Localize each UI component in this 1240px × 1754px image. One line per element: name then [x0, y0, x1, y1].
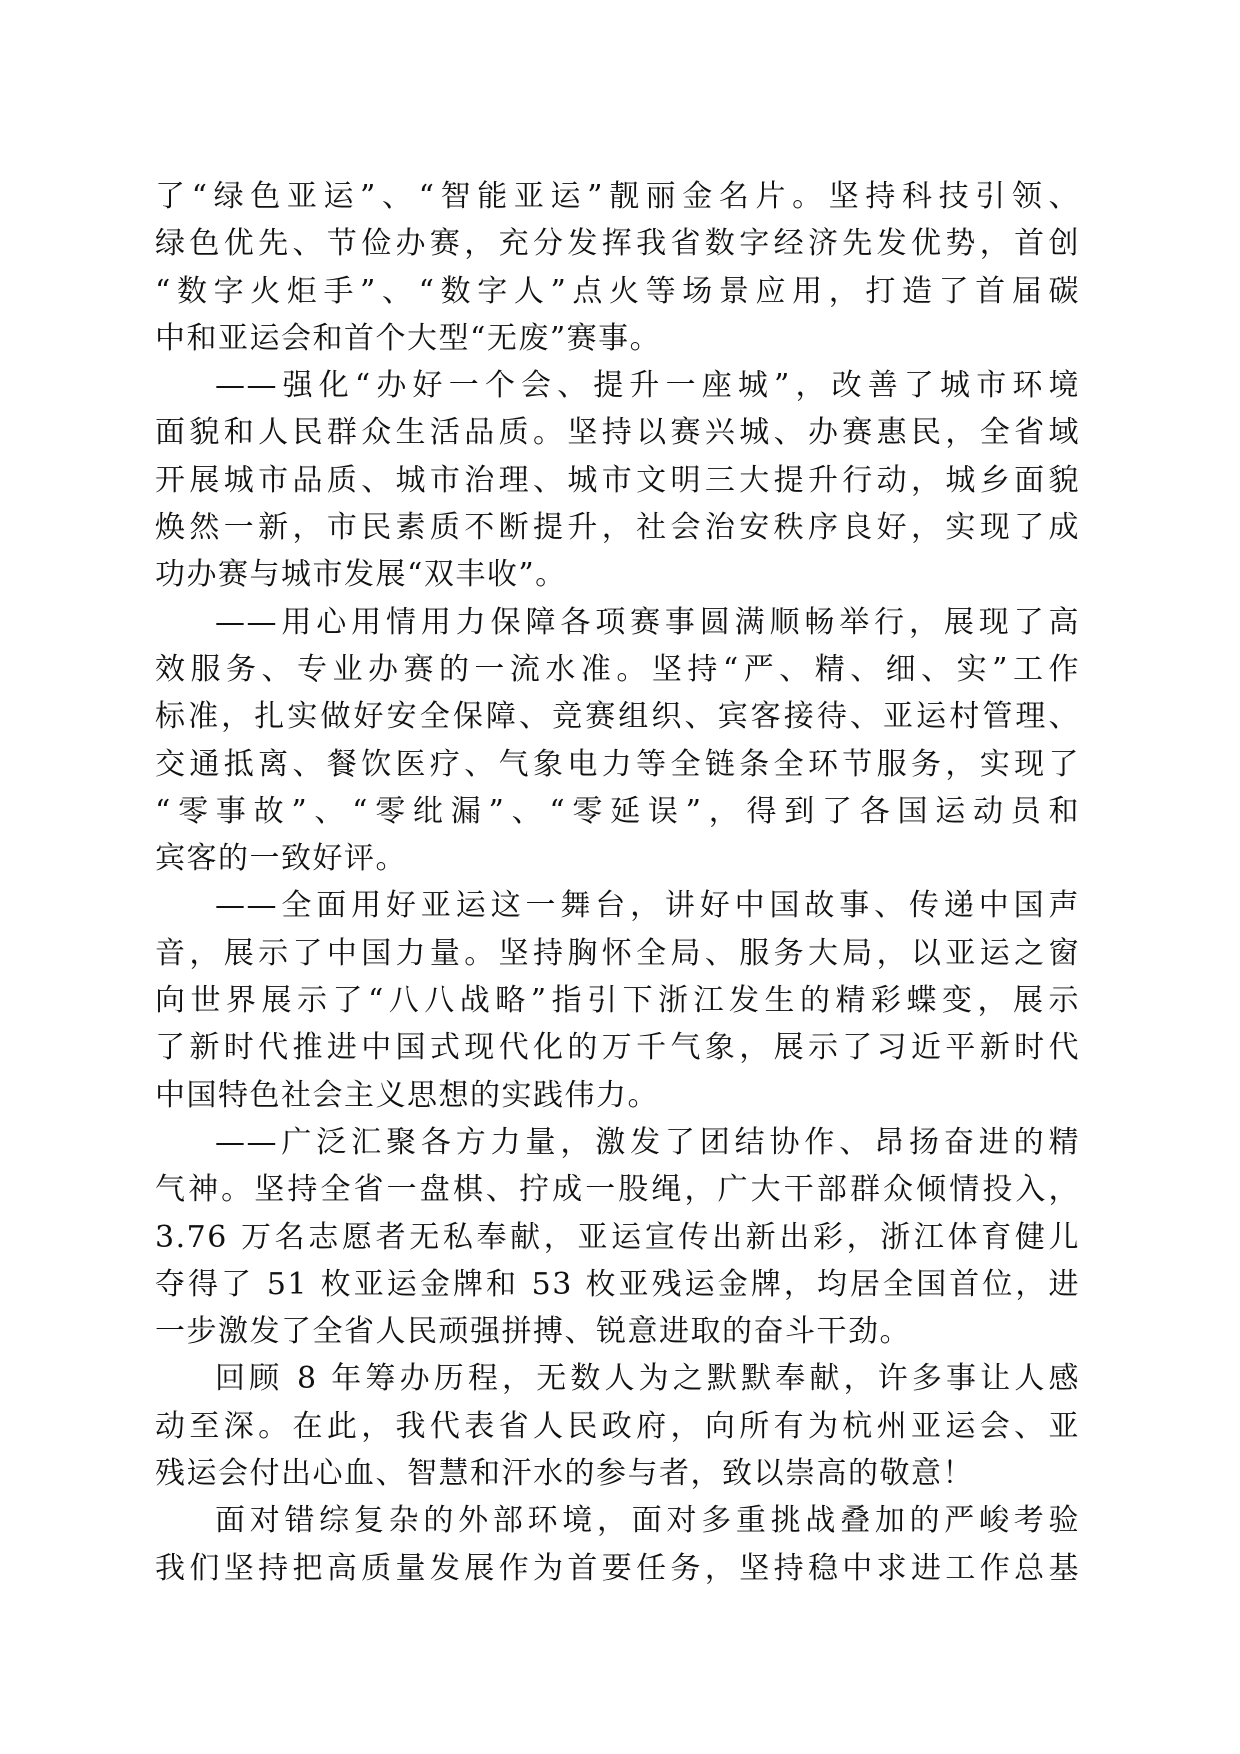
- text-line: ——用心用情用力保障各项赛事圆满顺畅举行，展现了高: [215, 604, 1080, 640]
- text-line: 残运会付出心血、智慧和汗水的参与者，致以崇高的敬意！: [155, 1456, 974, 1492]
- text-line: 效服务、专业办赛的一流水准。坚持“严、精、细、实”工作: [155, 651, 1080, 687]
- text-line: 绿色优先、节俭办赛，充分发挥我省数字经济先发优势，首创: [155, 226, 1080, 262]
- text-line: 标准，扎实做好安全保障、竞赛组织、宾客接待、亚运村管理、: [155, 699, 1080, 735]
- text-line: 面貌和人民群众生活品质。坚持以赛兴城、办赛惠民，全省域: [155, 415, 1080, 451]
- text-line: ——广泛汇聚各方力量，激发了团结协作、昂扬奋进的精: [215, 1124, 1080, 1160]
- text-line: 交通抵离、餐饮医疗、气象电力等全链条全环节服务，实现了: [155, 746, 1080, 782]
- text-line: 3.76 万名志愿者无私奉献，亚运宣传出新出彩，浙江体育健儿: [155, 1219, 1080, 1255]
- text-line: ——全面用好亚运这一舞台，讲好中国故事、传递中国声: [215, 888, 1080, 924]
- text-line: 我们坚持把高质量发展作为首要任务，坚持稳中求进工作总基: [155, 1550, 1080, 1586]
- text-line: 动至深。在此，我代表省人民政府，向所有为杭州亚运会、亚: [155, 1408, 1080, 1444]
- text-line: 音，展示了中国力量。坚持胸怀全局、服务大局，以亚运之窗: [155, 935, 1080, 971]
- text-line: 了新时代推进中国式现代化的万千气象，展示了习近平新时代: [155, 1030, 1080, 1066]
- text-line: 开展城市品质、城市治理、城市文明三大提升行动，城乡面貌: [155, 462, 1080, 498]
- text-line: 焕然一新，市民素质不断提升，社会治安秩序良好，实现了成: [155, 510, 1080, 546]
- text-line: 宾客的一致好评。: [155, 841, 407, 877]
- text-line: “零事故”、“零纰漏”、“零延误”，得到了各国运动员和: [155, 793, 1080, 829]
- text-line: 功办赛与城市发展“双丰收”。: [155, 557, 567, 593]
- text-line: 面对错综复杂的外部环境，面对多重挑战叠加的严峻考验: [215, 1503, 1080, 1539]
- document-body: [155, 173, 1080, 1592]
- text-line: 一步激发了全省人民顽强拼搏、锐意进取的奋斗干劲。: [155, 1314, 911, 1350]
- text-line: 中和亚运会和首个大型“无废”赛事。: [155, 320, 662, 356]
- text-line: 了“绿色亚运”、“智能亚运”靓丽金名片。坚持科技引领、: [155, 179, 1080, 214]
- text-line: “数字火炬手”、“数字人”点火等场景应用，打造了首届碳: [155, 273, 1080, 309]
- text-line: 向世界展示了“八八战略”指引下浙江发生的精彩蝶变，展示: [155, 983, 1080, 1019]
- text-line: 气神。坚持全省一盘棋、拧成一股绳，广大干部群众倾情投入，: [155, 1172, 1080, 1208]
- text-line: ——强化“办好一个会、提升一座城”，改善了城市环境: [215, 368, 1080, 404]
- text-line: 夺得了 51 枚亚运金牌和 53 枚亚残运金牌，均居全国首位，进: [155, 1266, 1080, 1302]
- text-line: 回顾 8 年筹办历程，无数人为之默默奉献，许多事让人感: [215, 1361, 1080, 1397]
- text-line: 中国特色社会主义思想的实践伟力。: [155, 1077, 659, 1113]
